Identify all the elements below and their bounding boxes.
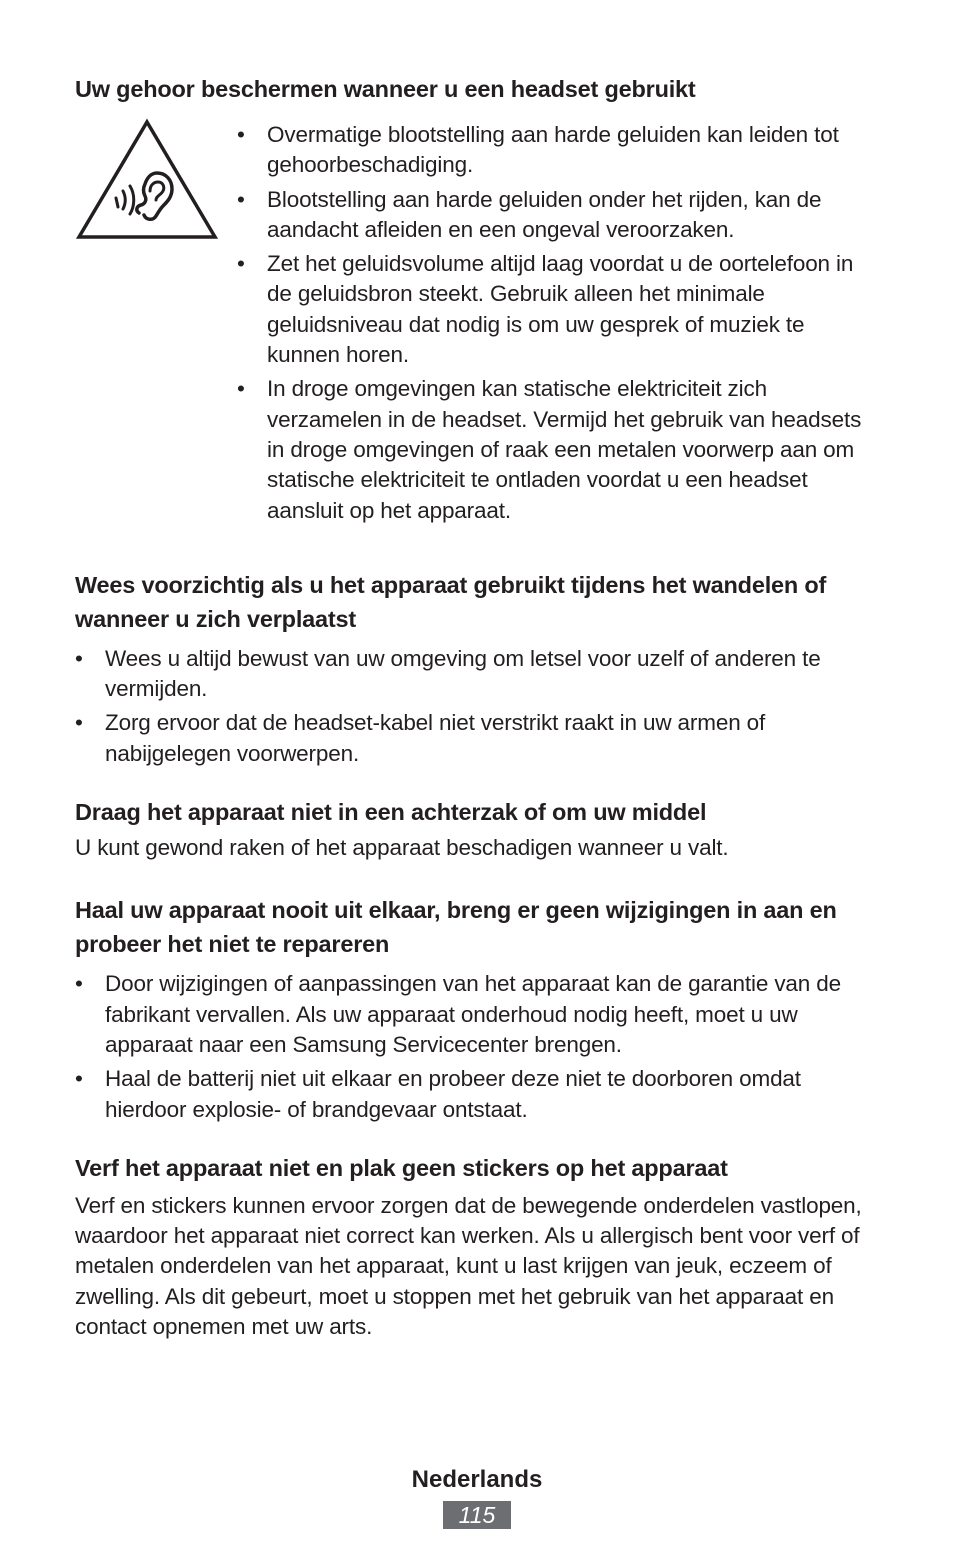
list-item: • Zorg ervoor dat de headset-kabel niet verstrikt raakt in uw armen of nabijgelegen voorwerpen. — [75, 708, 885, 769]
section-heading: Uw gehoor beschermen wanneer u een headset gebruikt — [75, 76, 696, 102]
section-back-pocket — [75, 795, 885, 863]
section-heading: Verf het apparaat niet en plak geen stickers op het apparaat — [75, 1154, 728, 1181]
list-item: • Haal de batterij niet uit elkaar en probeer deze niet te doorboren omdat hierdoor explosie- of brandgevaar ontstaat. — [75, 1064, 885, 1125]
bullet-list — [237, 120, 867, 530]
document-page — [75, 72, 885, 1342]
section-walking — [75, 568, 885, 769]
section-paint-stickers — [75, 1151, 885, 1342]
section-disassemble — [75, 893, 885, 1124]
hearing-warning-icon — [75, 118, 219, 242]
list-item: • Wees u altijd bewust van uw omgeving om letsel voor uzelf of anderen te vermijden. — [75, 644, 885, 705]
footer-language: Nederlands — [411, 1466, 543, 1493]
bullet-list — [75, 969, 885, 1124]
list-item: • Zet het geluidsvolume altijd laag voordat u de oortelefoon in de geluidsbron steekt. Gebruik alleen het minimale geluidsniveau dat nodig is om uw gesprek of muziek te kunnen horen. — [237, 249, 867, 370]
section-heading: Draag het apparaat niet in een achterzak of om uw middel — [75, 799, 707, 826]
section-heading: Wees voorzichtig als u het apparaat gebruikt tijdens het wandelen of wanneer u zich verplaatst — [75, 571, 827, 632]
list-item: • Door wijzigingen of aanpassingen van het apparaat kan de garantie van de fabrikant vervallen. Als uw apparaat onderhoud nodig heeft, moet u uw apparaat naar een Samsung Servicecenter brengen. — [75, 969, 885, 1060]
bullet-list — [75, 644, 885, 769]
page-footer — [0, 1463, 954, 1529]
page-number: 115 — [443, 1501, 511, 1529]
section-text: U kunt gewond raken of het apparaat beschadigen wanneer u valt. — [75, 835, 729, 861]
section-text: Verf en stickers kunnen ervoor zorgen dat de bewegende onderdelen vastlopen, waardoor het apparaat niet correct kan werken. Als u allergisch bent voor verf of metalen onderdelen van het apparaat, kunt u last krijgen van jeuk, eczeem of zwelling. Als dit gebeurt, moet u stoppen met het gebruik van het apparaat en contact opnemen met uw arts. — [75, 1192, 862, 1340]
section-body — [75, 120, 885, 530]
list-item: • In droge omgevingen kan statische elektriciteit zich verzamelen in de headset. Vermijd het gebruik van headsets in droge omgevingen of raak een metalen voorwerp aan om statische elektriciteit te ontladen voordat u een headset aansluit op het apparaat. — [237, 374, 867, 525]
list-item: • Overmatige blootstelling aan harde geluiden kan leiden tot gehoorbeschadiging. — [237, 120, 867, 181]
section-heading: Haal uw apparaat nooit uit elkaar, breng er geen wijzigingen in aan en probeer het niet te repareren — [75, 897, 837, 958]
section-hearing — [75, 72, 885, 530]
list-item: • Blootstelling aan harde geluiden onder het rijden, kan de aandacht afleiden en een ongeval veroorzaken. — [237, 185, 867, 246]
